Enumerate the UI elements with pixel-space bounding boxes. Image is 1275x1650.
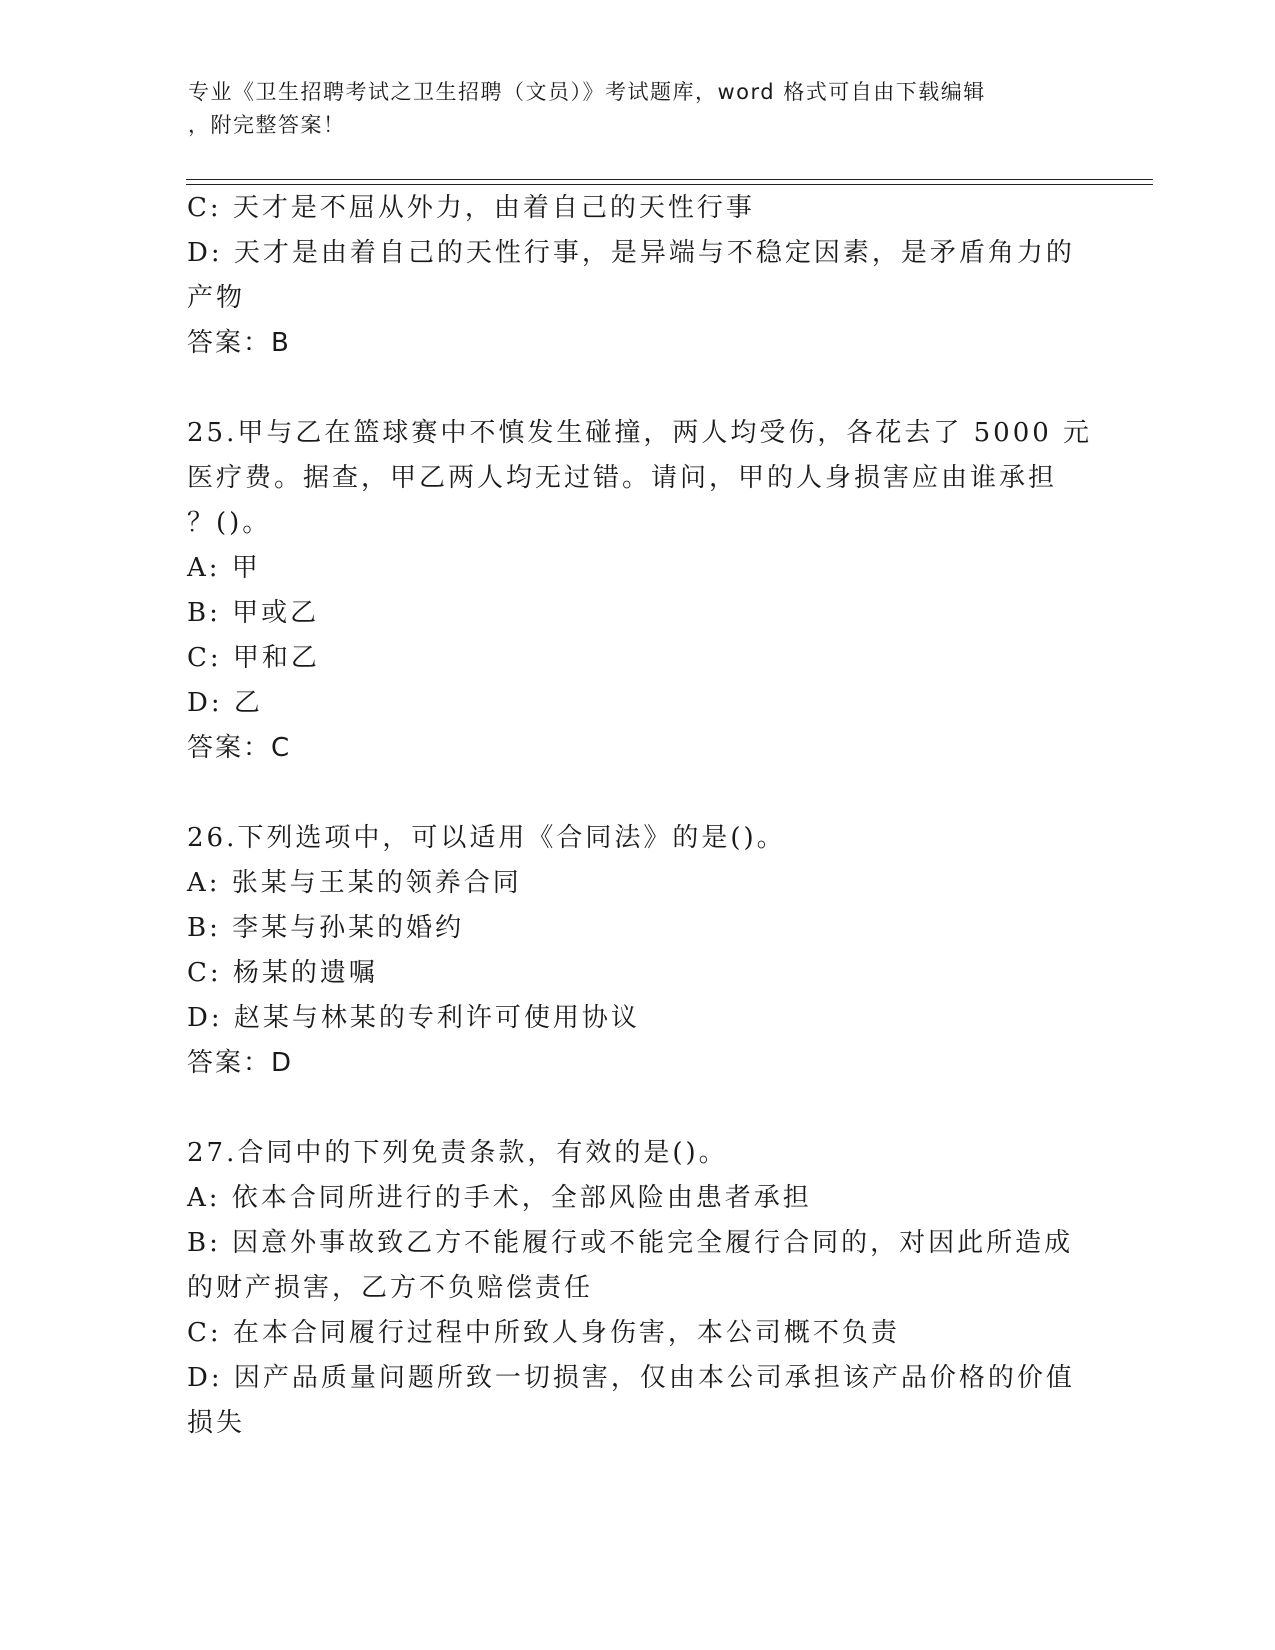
question-25-cont: 医疗费。据查，甲乙两人均无过错。请问，甲的人身损害应由谁承担	[187, 463, 1058, 493]
option-a-q26: A: 张某与王某的领养合同	[187, 868, 522, 898]
question-25: 25.甲与乙在篮球赛中不慎发生碰撞，两人均受伤，各花去了 5000 元	[187, 418, 1093, 448]
question-27: 27.合同中的下列免责条款，有效的是()。	[187, 1138, 728, 1168]
question-26: 26.下列选项中，可以适用《合同法》的是()。	[187, 823, 786, 853]
header-line-1: 专业《卫生招聘考试之卫生招聘（文员）》考试题库，word 格式可自由下载编辑	[188, 80, 986, 104]
document-header	[188, 76, 1068, 142]
option-d-q26: D: 赵某与林某的专利许可使用协议	[187, 1003, 640, 1033]
option-a-q27: A: 依本合同所进行的手术，全部风险由患者承担	[187, 1183, 812, 1213]
header-line-2: ，附完整答案！	[188, 113, 346, 137]
option-d-q25: D: 乙	[187, 688, 263, 718]
option-c-q24: C: 天才是不屈从外力，由着自己的天性行事	[187, 193, 755, 223]
header-rule-top	[186, 179, 1153, 180]
option-c-q27: C: 在本合同履行过程中所致人身伤害，本公司概不负责	[187, 1318, 900, 1348]
answer-q26: 答案：D	[187, 1048, 294, 1078]
option-b-q27-cont: 的财产损害，乙方不负赔偿责任	[187, 1273, 594, 1303]
option-d-q24: D: 天才是由着自己的天性行事，是异端与不稳定因素，是矛盾角力的	[187, 238, 1075, 268]
option-d-q24-cont: 产物	[187, 283, 246, 313]
option-c-q25: C: 甲和乙	[187, 643, 320, 673]
option-b-q27: B: 因意外事故致乙方不能履行或不能完全履行合同的，对因此所造成	[187, 1228, 1074, 1258]
option-a-q25: A: 甲	[187, 553, 261, 583]
answer-q24: 答案：B	[187, 328, 291, 358]
option-b-q25: B: 甲或乙	[187, 598, 320, 628]
header-rule-bottom	[186, 184, 1153, 185]
answer-q25: 答案：C	[187, 733, 292, 763]
option-d-q27-cont: 损失	[187, 1408, 246, 1438]
option-c-q26: C: 杨某的遗嘱	[187, 958, 378, 988]
question-25-cont-2: ？()。	[187, 508, 272, 538]
option-b-q26: B: 李某与孙某的婚约	[187, 913, 465, 943]
option-d-q27: D: 因产品质量问题所致一切损害，仅由本公司承担该产品价格的价值	[187, 1363, 1075, 1393]
